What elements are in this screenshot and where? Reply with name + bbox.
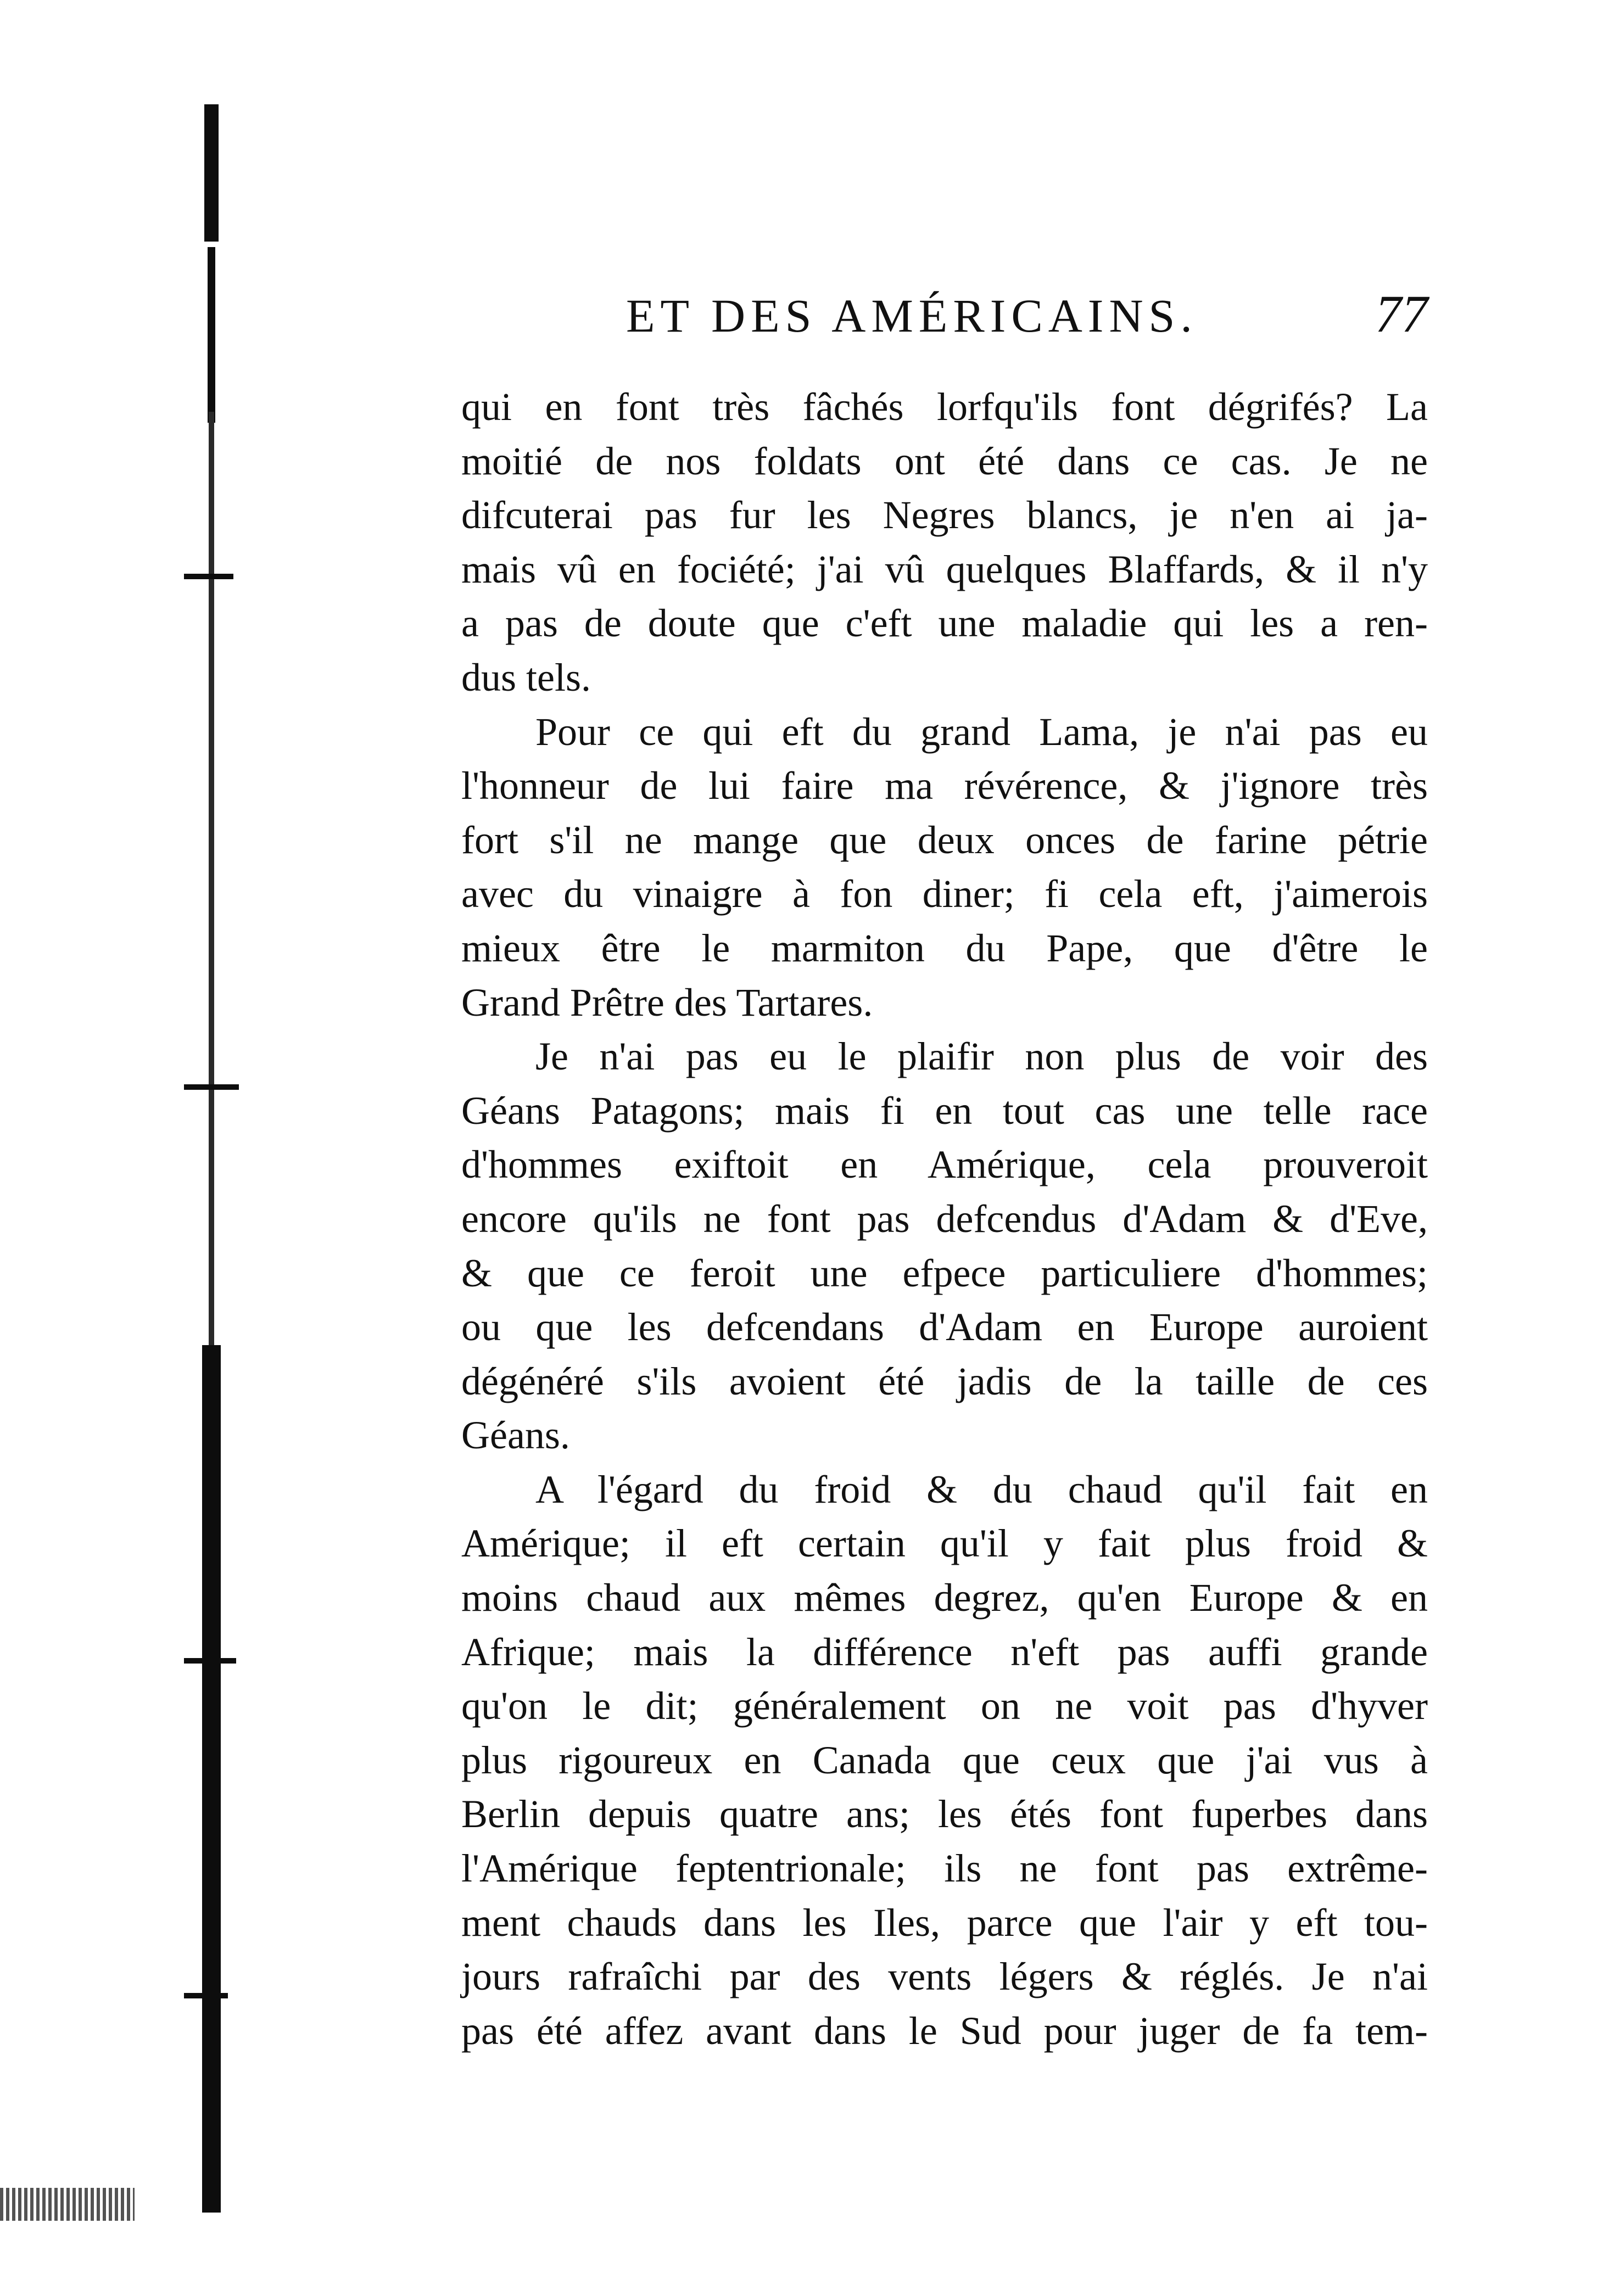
text-line: Géans Patagons; mais fi en tout cas une telle race — [461, 1088, 1428, 1133]
binding-notch — [184, 574, 233, 579]
text-line: moins chaud aux mêmes degrez, qu'en Europe & en — [461, 1576, 1428, 1620]
text-line: Berlin depuis quatre ans; les étés font fuperbes dans — [461, 1792, 1428, 1836]
binding-shadow-segment — [209, 412, 214, 1345]
text-line: encore qu'ils ne font pas defcendus d'Adam & d'Eve, — [461, 1196, 1428, 1241]
text-line: ou que les defcendans d'Adam en Europe auroient — [461, 1305, 1428, 1349]
text-line: Je n'ai pas eu le plaifir non plus de voir des — [535, 1034, 1428, 1079]
page-header — [626, 277, 1428, 354]
binding-notch — [184, 1658, 236, 1664]
body-text — [461, 380, 1428, 2058]
text-line: moitié de nos foldats ont été dans ce cas. Je ne — [461, 439, 1428, 483]
text-line: Géans. — [461, 1413, 570, 1458]
corner-scan-artifact — [0, 2188, 135, 2221]
binding-shadow-segment — [208, 247, 215, 423]
binding-notch — [184, 1084, 239, 1090]
text-line: Grand Prêtre des Tartares. — [461, 980, 873, 1024]
text-line: fort s'il ne mange que deux onces de farine pétrie — [461, 817, 1428, 862]
text-line: ment chauds dans les Iles, parce que l'air y eft tou- — [461, 1900, 1428, 1945]
text-line: l'honneur de lui faire ma révérence, & j'ignore très — [461, 764, 1428, 808]
text-line: jours rafraîchi par des vents légers & réglés. Je n'ai — [461, 1955, 1428, 1999]
text-line: qu'on le dit; généralement on ne voit pas d'hyver — [461, 1684, 1428, 1728]
text-line: Amérique; il eft certain qu'il y fait plus froid & — [461, 1521, 1428, 1566]
text-line: a pas de doute que c'eft une maladie qui les a ren- — [461, 601, 1428, 646]
text-line: difcuterai pas fur les Negres blancs, je n'en ai ja- — [461, 493, 1428, 537]
text-line: l'Amérique feptentrionale; ils ne font pas extrême- — [461, 1846, 1428, 1891]
text-line: plus rigoureux en Canada que ceux que j'ai vus à — [461, 1738, 1428, 1782]
text-line: Afrique; mais la différence n'eft pas auffi grande — [461, 1629, 1428, 1674]
text-line: mieux être le marmiton du Pape, que d'être le — [461, 926, 1428, 970]
text-line: A l'égard du froid & du chaud qu'il fait en — [535, 1467, 1428, 1511]
text-line: avec du vinaigre à fon diner; fi cela eft, j'aimerois — [461, 872, 1428, 916]
text-line: Pour ce qui eft du grand Lama, je n'ai pas eu — [535, 709, 1428, 754]
binding-notch — [184, 1993, 228, 1998]
text-line: d'hommes exiftoit en Amérique, cela prouveroit — [461, 1143, 1428, 1187]
text-line: & que ce feroit une efpece particuliere d'hommes; — [461, 1251, 1428, 1295]
text-line: dégénéré s'ils avoient été jadis de la taille de ces — [461, 1359, 1428, 1403]
text-line: mais vû en fociété; j'ai vû quelques Blaffards, & il n'y — [461, 547, 1428, 591]
binding-shadow — [181, 82, 242, 2213]
running-title: ET DES AMÉRICAINS. — [626, 289, 1198, 342]
text-line: qui en font très fâchés lorfqu'ils font dégrifés? La — [461, 385, 1428, 429]
text-line: pas été affez avant dans le Sud pour juger de fa tem- — [461, 2008, 1428, 2053]
page-number: 77 — [1375, 284, 1428, 343]
text-line: dus tels. — [461, 655, 591, 699]
binding-shadow-segment — [204, 104, 219, 242]
binding-shadow-segment — [202, 1345, 221, 2213]
